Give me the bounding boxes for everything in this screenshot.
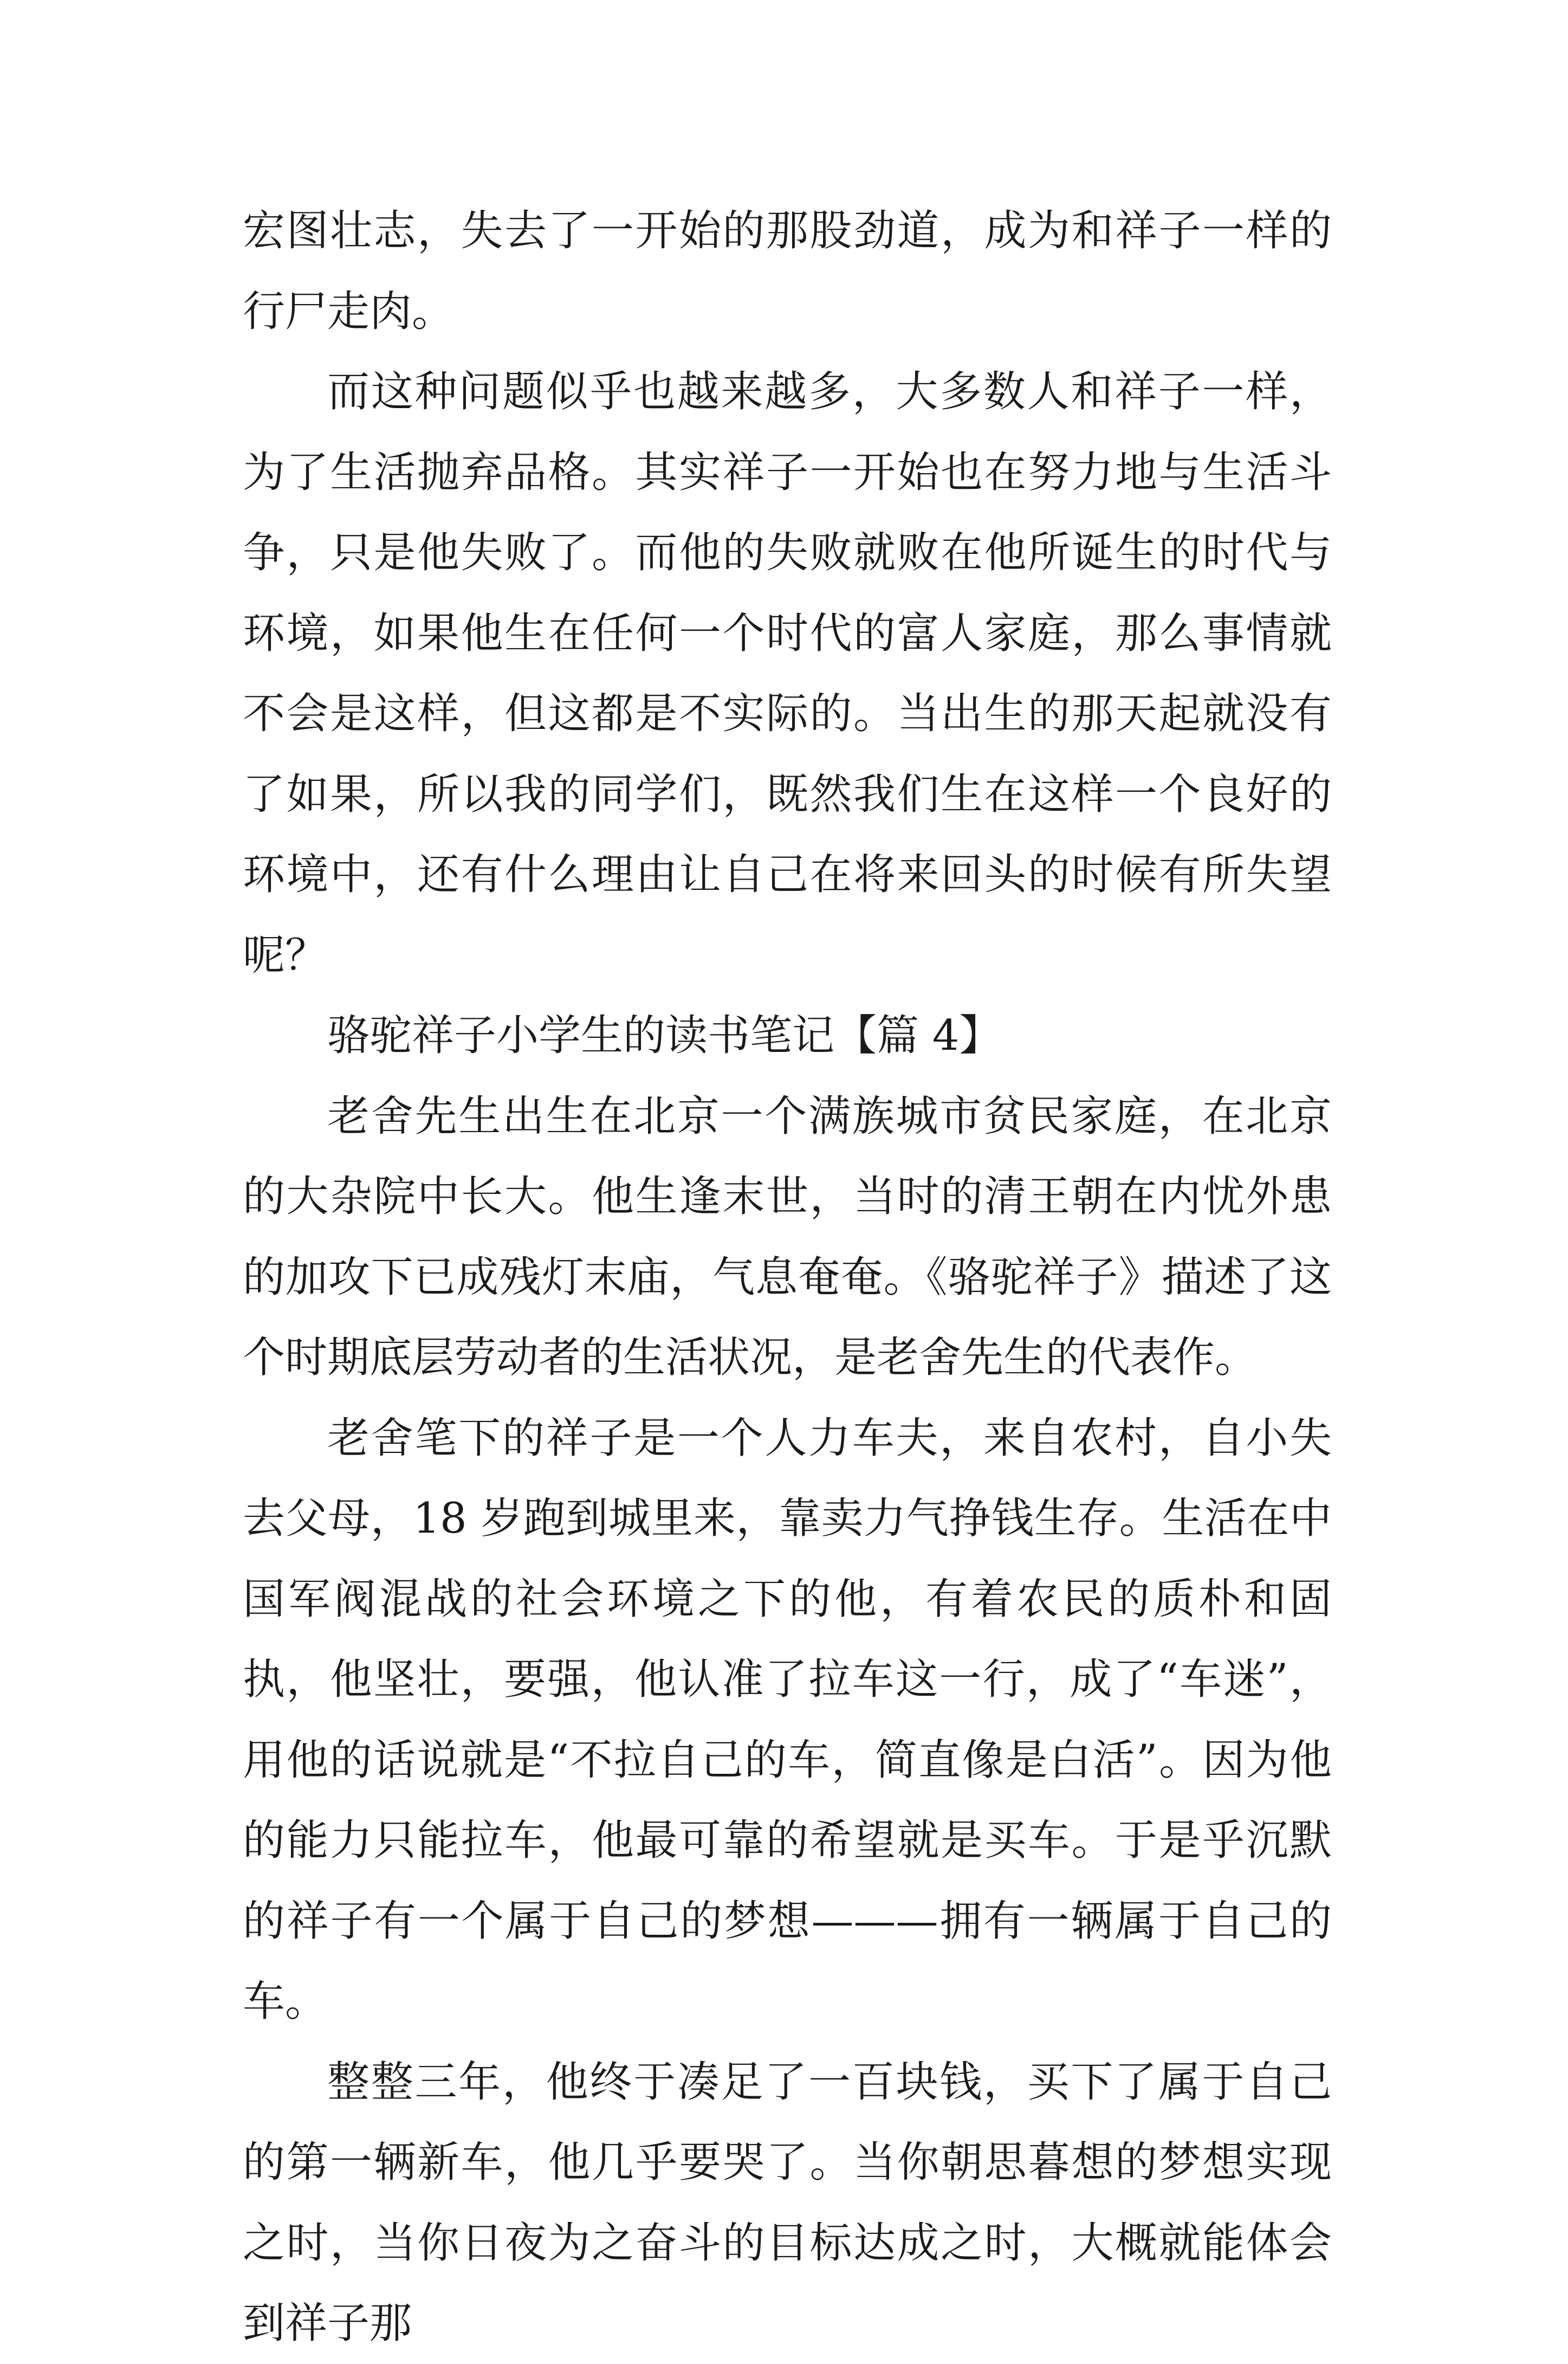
paragraph-continuation: 宏图壮志，失去了一开始的那股劲道，成为和祥子一样的行尸走肉。 xyxy=(243,206,1332,336)
section-heading: 骆驼祥子小学生的读书笔记【篇 4】 xyxy=(327,1011,1002,1060)
paragraph-xiangzi-character: 老舍笔下的祥子是一个人力车夫，来自农村，自小失去父母，18 岁跑到城里来，靠卖力气挣钱生存。生活在中国军阀混战的社会环境之下的他，有着农民的质朴和固执，他坚壮，要强，他认准了拉车这一行，成了“车迷”，用他的话说就是“不拉自己的车，简直像是白活”。因为他的能力只能拉车，他最可靠的希望就是买车。于是乎沉默的祥子有一个属于自己的梦想———拥有一辆属于自己的车。 xyxy=(243,1413,1332,2026)
paragraph-first-car: 整整三年，他终于凑足了一百块钱，买下了属于自己的第一辆新车，他几乎要哭了。当你朝思暮想的梦想实现之时，当你日夜为之奋斗的目标达成之时，大概就能体会到祥子那 xyxy=(243,2057,1332,2348)
paragraph-reflection: 而这种问题似乎也越来越多，大多数人和祥子一样，为了生活抛弃品格。其实祥子一开始也在努力地与生活斗争，只是他失败了。而他的失败就败在他所诞生的时代与环境，如果他生在任何一个时代的富人家庭，那么事情就不会是这样，但这都是不实际的。当出生的那天起就没有了如果，所以我的同学们，既然我们生在这样一个良好的环境中，还有什么理由让自己在将来回头的时候有所失望呢？ xyxy=(243,367,1332,980)
paragraph-author-background: 老舍先生出生在北京一个满族城市贫民家庭，在北京的大杂院中长大。他生逢末世，当时的清王朝在内忧外患的加攻下已成残灯末庙，气息奄奄。《骆驼祥子》描述了这个时期底层劳动者的生活状况，是老舍先生的代表作。 xyxy=(243,1091,1332,1382)
document-body xyxy=(243,191,1332,2364)
